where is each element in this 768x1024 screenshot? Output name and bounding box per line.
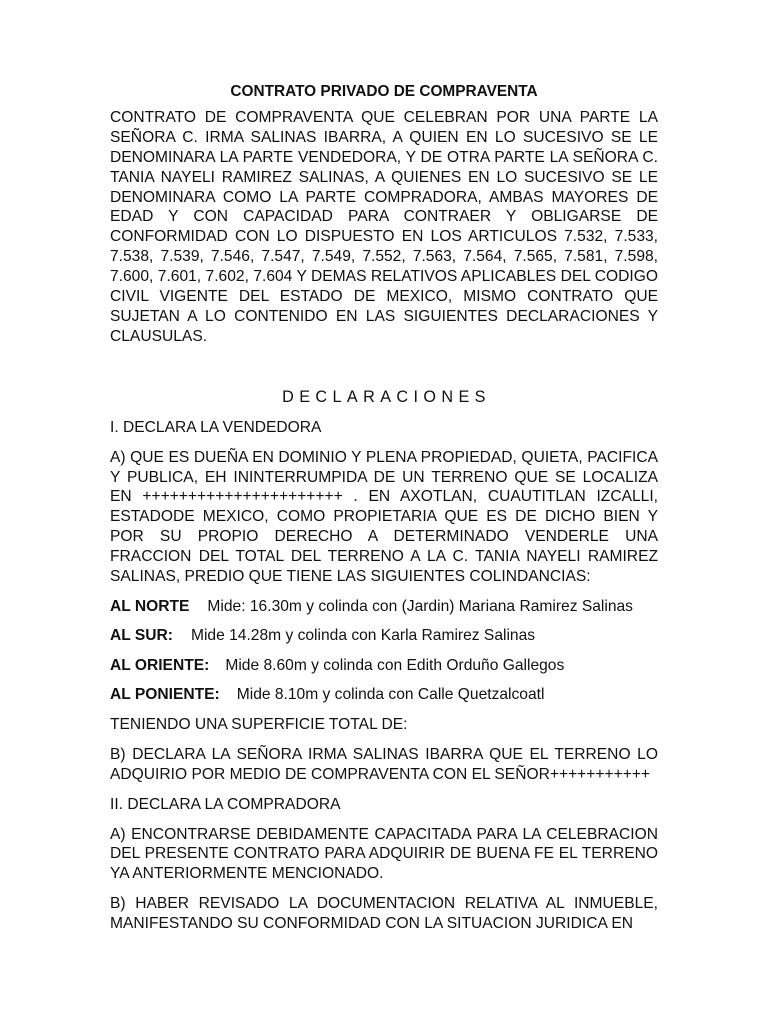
boundary-east xyxy=(110,656,658,676)
section-compradora-heading: II. DECLARA LA COMPRADORA xyxy=(110,795,341,813)
vendedora-clause-a: A) QUE ES DUEÑA EN DOMINIO Y PLENA PROPIEDAD, QUIETA, PACIFICA Y PUBLICA, EH ININTERRUMPIDA DE UN TERRENO QUE SE LOCALIZA EN ++++++++++++++++++++++ . EN AXOTLAN, CUAUTITLAN IZCALLI, ESTADODE MEXICO, COMO PROPIETARIA QUE ES DE DICHO BIEN Y POR SU PROPIO DERECHO A DETERMINADO VENDERLE UNA FRACCION DEL TOTAL DEL TERRENO A LA C. TANIA NAYELI RAMIREZ SALINAS, PREDIO QUE TIENE LAS SIGUIENTES COLINDANCIAS: xyxy=(110,448,658,586)
declaraciones-heading: DECLARACIONES xyxy=(282,387,491,406)
document-page xyxy=(110,82,658,934)
boundary-south xyxy=(110,626,658,646)
boundary-east-text: Mide 8.60m y colinda con Edith Orduño Gallegos xyxy=(225,656,565,674)
superficie-line: TENIENDO UNA SUPERFICIE TOTAL DE: xyxy=(110,715,408,733)
boundary-east-label: AL ORIENTE: xyxy=(110,656,210,674)
boundary-north-label: AL NORTE xyxy=(110,597,190,615)
boundary-west-text: Mide 8.10m y colinda con Calle Quetzalcoatl xyxy=(236,686,545,704)
boundary-south-text: Mide 14.28m y colinda con Karla Ramirez Salinas xyxy=(190,627,536,645)
boundary-north xyxy=(110,597,658,617)
boundary-west xyxy=(110,685,658,705)
vendedora-clause-b: B) DECLARA LA SEÑORA IRMA SALINAS IBARRA QUE EL TERRENO LO ADQUIRIO POR MEDIO DE COMPRAVENTA CON EL SEÑOR+++++++++++ xyxy=(110,745,658,783)
compradora-clause-b: B) HABER REVISADO LA DOCUMENTACION RELATIVA AL INMUEBLE, MANIFESTANDO SU CONFORMIDAD CON LA SITUACION JURIDICA EN xyxy=(110,895,658,933)
boundary-west-label: AL PONIENTE: xyxy=(110,686,220,704)
intro-paragraph: CONTRATO DE COMPRAVENTA QUE CELEBRAN POR UNA PARTE LA SEÑORA C. IRMA SALINAS IBARRA, A QUIEN EN LO SUCESIVO SE LE DENOMINARA LA PARTE VENDEDORA, Y DE OTRA PARTE LA SEÑORA C. TANIA NAYELI RAMIREZ SALINAS, A QUIENES EN LO SUCESIVO SE LE DENOMINARA COMO LA PARTE COMPRADORA, AMBAS MAYORES DE EDAD Y CON CAPACIDAD PARA CONTRAER Y OBLIGARSE DE CONFORMIDAD CON LO DISPUESTO EN LOS ARTICULOS 7.532, 7.533, 7.538, 7.539, 7.546, 7.547, 7.549, 7.552, 7.563, 7.564, 7.565, 7.581, 7.598, 7.600, 7.601, 7.602, 7.604 Y DEMAS RELATIVOS APLICABLES DEL CODIGO CIVIL VIGENTE DEL ESTADO DE MEXICO, MISMO CONTRATO QUE SUJETAN A LO CONTENIDO EN LAS SIGUIENTES DECLARACIONES Y CLAUSULAS. xyxy=(110,108,658,345)
boundary-north-text: Mide: 16.30m y colinda con (Jardin) Mariana Ramirez Salinas xyxy=(207,597,633,615)
boundary-south-label: AL SUR: xyxy=(110,627,173,645)
document-title: CONTRATO PRIVADO DE COMPRAVENTA xyxy=(230,83,538,100)
compradora-clause-a: A) ENCONTRARSE DEBIDAMENTE CAPACITADA PARA LA CELEBRACION DEL PRESENTE CONTRATO PARA ADQUIRIR DE BUENA FE EL TERRENO YA ANTERIORMENTE MENCIONADO. xyxy=(110,825,658,883)
section-vendedora-heading: I. DECLARA LA VENDEDORA xyxy=(110,418,322,436)
